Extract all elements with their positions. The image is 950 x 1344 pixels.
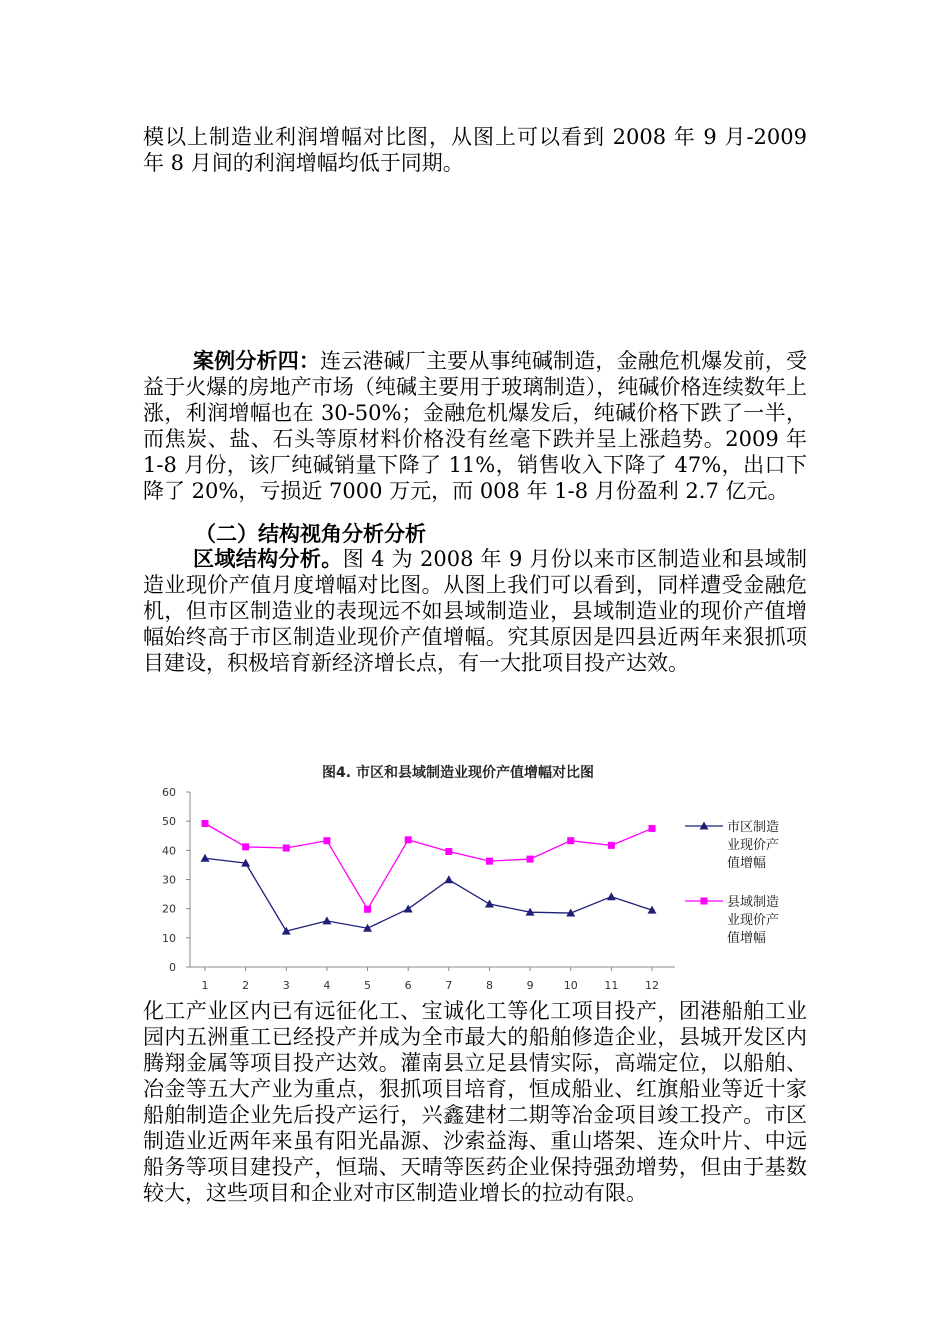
chart-title: 图4. 市区和县域制造业现价产值增幅对比图 (322, 765, 594, 781)
data-point-square (202, 820, 209, 827)
x-tick-label: 12 (645, 979, 659, 992)
series-line-2 (205, 824, 652, 910)
x-tick-label: 6 (404, 979, 412, 992)
y-tick-label: 20 (162, 902, 176, 916)
data-point-square (567, 837, 574, 844)
paragraph-profit-comparison: 模以上制造业利润增幅对比图，从图上可以看到 2008 年 9 月-2009 年 8 月间的利润增幅均低于同期。 (143, 125, 807, 175)
chart-series-layer (201, 820, 657, 935)
data-point-square (649, 825, 656, 832)
paragraph-regional-structure (143, 546, 807, 676)
legend-label-line: 县域制造 (727, 895, 780, 910)
y-tick-label: 0 (169, 961, 176, 974)
x-tick-label: 1 (201, 979, 209, 992)
data-point-triangle (201, 854, 210, 862)
case-four-label: 案例分析四： (193, 349, 321, 373)
y-tick-label: 60 (162, 786, 176, 799)
data-point-square (527, 856, 534, 863)
x-tick-label: 8 (485, 979, 493, 992)
x-tick-label: 10 (563, 979, 578, 992)
paragraph-county-projects: 化工产业区内已有远征化工、宝诚化工等化工项目投产，团港船舶工业园内五洲重工已经投产并成为全市最大的船舶修造企业，县城开发区内腾翔金属等项目投产达效。灌南县立足县情实际，高端定位，以船舶、冶金等五大产业为重点，狠抓项目培育，恒成船业、红旗船业等近十家船舶制造企业先后投产运行，兴鑫建材二期等冶金项目竣工投产。市区制造业近两年来虽有阳光晶源、沙索益海、重山塔架、连众叶片、中远船务等项目建投产，恒瑞、天晴等医药企业保持强劲增势，但由于基数较大，这些项目和企业对市区制造业增长的拉动有限。 (143, 999, 807, 1205)
legend-label-line: 值增幅 (727, 856, 767, 871)
case-four-text: 连云港碱厂主要从事纯碱制造，金融危机爆发前，受益于火爆的房地产市场（纯碱主要用于玻璃制造），纯碱价格连续数年上涨，利润增幅也在 30-50%；金融危机爆发后，纯碱价格下跌了一半，而焦炭、盐、石头等原材料价格没有丝毫下跌并呈上涨趋势。2009 年 1-8 月份，该厂纯碱销量下降了 11%，销售收入下降了 47%，出口下降了 20%，亏损近 7000 万元，而 008 年 1-8 月份盈利 2.7 亿元。 (143, 349, 808, 503)
data-point-square (486, 858, 493, 865)
data-point-square (242, 843, 249, 850)
legend-label-line: 值增幅 (727, 931, 767, 946)
legend-label-line: 业现价产 (727, 838, 780, 853)
x-tick-label: 9 (526, 979, 534, 992)
data-point-square (608, 842, 615, 849)
regional-structure-label: 区域结构分析。 (193, 547, 343, 571)
x-tick-label: 11 (604, 979, 619, 992)
data-point-square (405, 836, 412, 843)
x-tick-label: 2 (242, 979, 250, 992)
y-tick-label: 30 (162, 873, 176, 887)
y-tick-label: 40 (162, 844, 176, 858)
legend-marker-square (701, 898, 708, 905)
line-chart (140, 755, 810, 995)
legend-label-line: 市区制造 (727, 820, 780, 835)
y-tick-label: 10 (162, 931, 176, 945)
x-tick-label: 5 (364, 979, 372, 992)
figure-4-chart (140, 755, 810, 995)
regional-structure-text: 图 4 为 2008 年 9 月份以来市区制造业和县域制造业现价产值月度增幅对比图。从图上我们可以看到，同样遭受金融危机，但市区制造业的表现远不如县域制造业，县域制造业的现价产值增幅始终高于市区制造业现价产值增幅。究其原因是四县近两年来狠抓项目建设，积极培育新经济增长点，有一大批项目投产达效。 (143, 547, 808, 675)
data-point-triangle (607, 892, 616, 900)
x-tick-label: 7 (445, 979, 453, 992)
data-point-square (364, 906, 371, 913)
legend-label-line: 业现价产 (727, 913, 780, 928)
chart-axes (162, 786, 675, 992)
data-point-square (323, 837, 330, 844)
data-point-triangle (404, 904, 413, 912)
data-point-square (283, 845, 290, 852)
series-line-1 (205, 858, 652, 931)
chart-legend (685, 819, 779, 946)
y-tick-label: 50 (162, 815, 176, 829)
data-point-triangle (485, 900, 494, 908)
section-heading-structure: （二）结构视角分析分析 (195, 522, 426, 546)
data-point-triangle (322, 916, 331, 924)
paragraph-case-four (143, 348, 807, 504)
data-point-square (445, 848, 452, 855)
x-tick-label: 3 (282, 979, 290, 992)
data-point-triangle (444, 875, 453, 883)
x-tick-label: 4 (323, 979, 331, 992)
